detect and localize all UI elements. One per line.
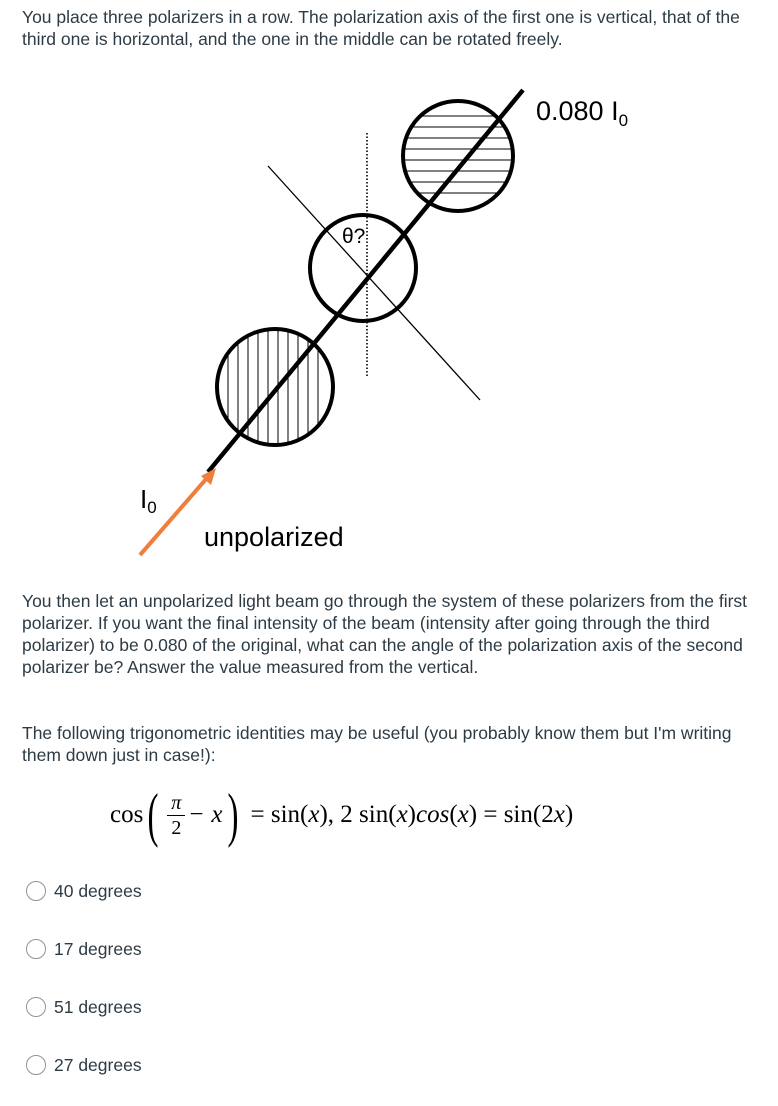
- answer-options: [26, 874, 142, 1106]
- formula-cos: cos: [110, 801, 144, 828]
- polarizer-diagram: [0, 80, 778, 560]
- angle-label: θ?: [342, 225, 366, 248]
- formula-rest-2: ), 2 sin(: [319, 801, 397, 828]
- formula-close: ): [564, 801, 574, 828]
- answer-option-label: 27 degrees: [54, 1054, 142, 1075]
- formula-cos-italic: cos: [416, 801, 450, 828]
- radio-button[interactable]: [26, 939, 46, 959]
- question-intro: You place three polarizers in a row. The polarization axis of the first one is vertical, that of the third one is horizontal, and the one in the middle can be rotated freely.: [22, 7, 740, 49]
- answer-option[interactable]: [26, 932, 142, 966]
- answer-option[interactable]: [26, 990, 142, 1024]
- radio-button[interactable]: [26, 881, 46, 901]
- answer-option[interactable]: [26, 1048, 142, 1082]
- answer-option[interactable]: [26, 874, 142, 908]
- formula-pi: π: [171, 791, 182, 814]
- answer-option-label: 17 degrees: [54, 938, 142, 959]
- radio-button[interactable]: [26, 997, 46, 1017]
- answer-option-label: 51 degrees: [54, 996, 142, 1017]
- trig-identities-formula: cos ( $\frac{\pi}{2}$ − x ) = sin( x ), 2 sin( x ) cos ( x ) = sin(2 x ): [110, 782, 574, 848]
- formula-rest-1: = sin(: [250, 801, 309, 828]
- formula-two: 2: [171, 816, 182, 839]
- formula-x: x: [211, 801, 223, 828]
- formula-minus: −: [189, 801, 204, 828]
- middle-polarizer-axis: [268, 166, 480, 400]
- radio-button[interactable]: [26, 1055, 46, 1075]
- unpolarized-label: unpolarized: [204, 522, 344, 552]
- input-intensity-label: I0: [140, 484, 157, 517]
- formula-close-paren: ): [227, 782, 239, 848]
- formula-open-paren: (: [147, 782, 159, 848]
- question-body: You then let an unpolarized light beam go through the system of these polarizers from the first polarizer. If you want the final intensity of the beam (intensity after going through the third polarizer) to be 0.080 of the original, what can the angle of the polarization axis of the second polarizer be? Answer the value measured from the vertical.: [22, 591, 748, 677]
- light-beam: [208, 90, 523, 472]
- formula-rest-3: ) = sin(2: [468, 801, 554, 828]
- answer-option-label: 40 degrees: [54, 880, 142, 901]
- identities-intro: The following trigonometric identities may be useful (you probably know them but I'm writing them down just in case!):: [22, 723, 732, 765]
- formula-fraction: [167, 791, 185, 840]
- output-intensity-label: 0.080 $I_0$: [536, 96, 629, 130]
